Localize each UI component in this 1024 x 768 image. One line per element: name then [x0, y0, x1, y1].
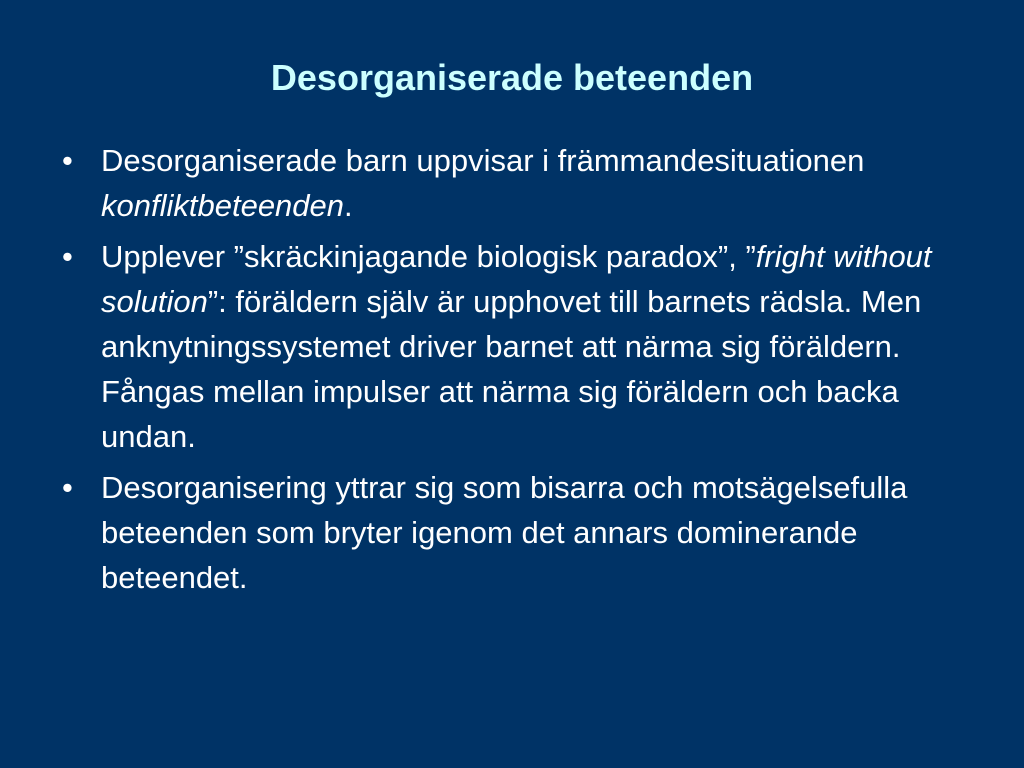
bullet-item	[62, 234, 962, 459]
bullet-text-segment: Upplever ”skräckinjagande biologisk paradox”, ”	[101, 239, 756, 274]
bullet-icon: •	[62, 239, 73, 274]
bullet-item	[62, 465, 962, 600]
bullet-text	[101, 143, 864, 223]
bullet-list	[62, 138, 962, 606]
bullet-text-segment: Desorganiserade barn uppvisar i främmandesituationen	[101, 143, 865, 178]
bullet-text-segment: ”: föräldern själv är upphovet till barnets rädsla. Men anknytningssystemet driver barnet att närma sig föräldern. Fångas mellan impulser att närma sig föräldern och backa undan.	[101, 284, 922, 454]
bullet-text-emphasis: konfliktbeteenden	[101, 188, 345, 223]
bullet-icon: •	[62, 470, 73, 505]
bullet-icon: •	[62, 143, 73, 178]
bullet-text: Desorganisering yttrar sig som bisarra och motsägelsefulla beteenden som bryter igenom det annars dominerande beteendet.	[101, 470, 908, 595]
bullet-text-segment: .	[344, 188, 353, 223]
bullet-text-emphasis: fright without solution	[101, 239, 932, 319]
bullet-text	[101, 239, 932, 454]
bullet-item	[62, 138, 962, 228]
slide-title: Desorganiserade beteenden	[270, 57, 754, 98]
